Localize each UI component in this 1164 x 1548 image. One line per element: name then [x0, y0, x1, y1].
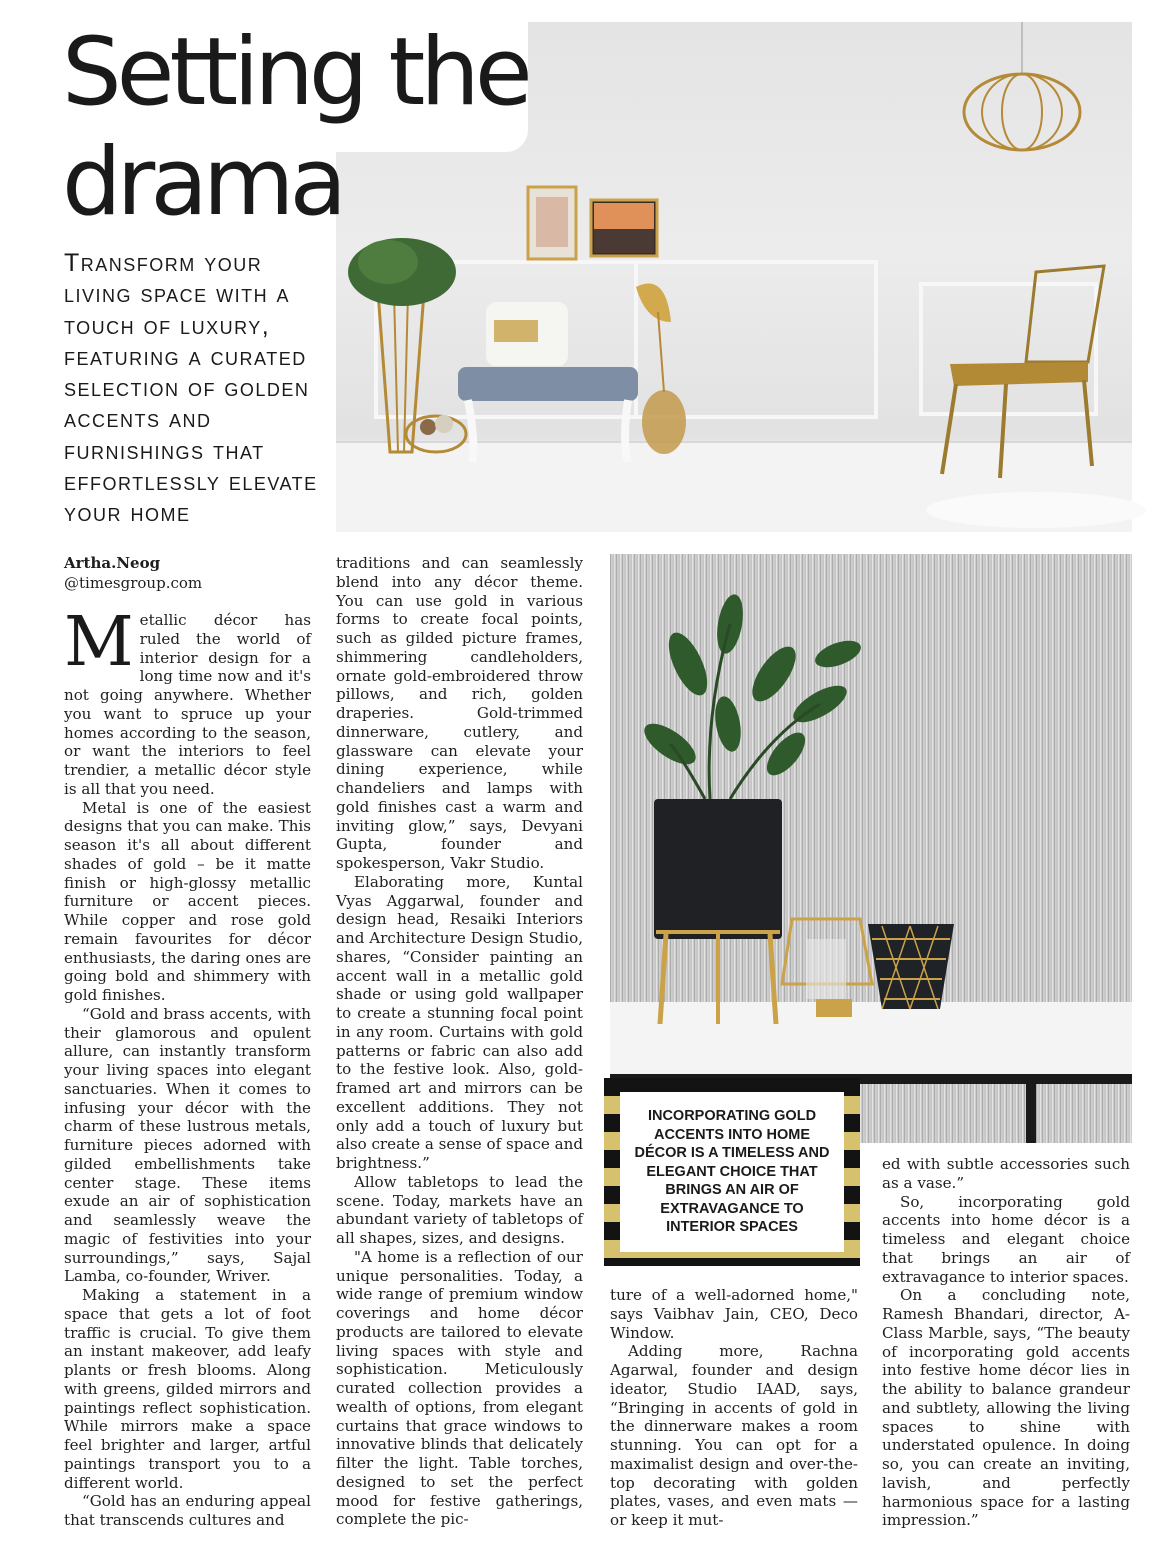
pull-quote-box [604, 1078, 860, 1266]
paragraph: Making a statement in a space that gets a lot of foot traffic is crucial. To give them an instant makeover, add leafy plants or fresh blooms. Along with greens, gilded mirrors and paintings reflect sophistication. While mirrors make a space feel brighter and larger, artful paintings transport you to a different world. [64, 1286, 311, 1492]
article-column-2 [336, 554, 583, 1529]
paragraph: “Gold and brass accents, with their glamorous and opulent allure, can instantly transform your living spaces into elegant sanctuaries. When it comes to infusing your décor with the charm of these lustrous metals, furniture pieces adorned with gilded embellishments take center stage. These items exude an air of sophistication and seamlessly weave the magic of festivities into your surroundings,” says, Sajal Lamba, co-founder, Wriver. [64, 1004, 311, 1286]
paragraph: Metal is one of the easiest designs that you can make. This season it's all about different shades of gold – be it matte finish or high-glossy metallic furniture or accent pieces. While copper and rose gold remain favourites for décor enthusiasts, the daring ones are going bold and shimmery with gold finishes. [64, 798, 311, 1004]
paragraph: Allow tabletops to lead the scene. Today, markets have an abundant variety of tabletops of all shapes, sizes, and designs. [336, 1172, 583, 1247]
article-column-1 [64, 603, 311, 1529]
paragraph: ture of a well-adorned home," says Vaibhav Jain, CEO, Deco Window. [610, 1286, 858, 1342]
paragraph: On a concluding note, Ramesh Bhandari, director, A-Class Marble, says, “The beauty of incorporating gold accents into festive home décor lies in the ability to balance grandeur and subtlety, allowing the living spaces to shine with understated opulence. In doing so, you can create an inviting, lavish, and perfectly harmonious space for a lasting impression.” [882, 1286, 1130, 1530]
byline-name: Artha.Neog [64, 554, 161, 572]
paragraph: "A home is a reflection of our unique personalities. Today, a wide range of premium window coverings and home décor products are tailored to elevate living spaces with style and sophistication. Meticulously curated collection provides a wealth of options, from elegant curtains that grace windows to innovative blinds that delicately filter the light. Table torches, designed to set the perfect mood for festive gatherings, complete the pic- [336, 1247, 583, 1529]
article-column-3 [610, 1286, 858, 1529]
pull-quote-text: INCORPORATING GOLD ACCENTS INTO HOME DÉCOR IS A TIMELESS AND ELEGANT CHOICE THAT BRINGS AN AIR OF EXTRAVAGANCE TO INTERIOR SPACES [634, 1107, 830, 1236]
paragraph: traditions and can seamlessly blend into any décor theme. You can use gold in various forms to create focal points, such as gilded picture frames, shimmering candleholders, ornate gold-embroidered throw pillows, and rich, golden draperies. Gold-trimmed dinnerware, cutlery, and glassware can elevate your dining experience, while chandeliers and lamps with gold finishes cast a warm and inviting glow,” says, Devyani Gupta, founder and spokesperson, Vakr Studio. [336, 554, 583, 872]
paragraph: “Gold has an enduring appeal that transcends cultures and [64, 1492, 311, 1529]
paragraph: ed with subtle accessories such as a vase.” [882, 1155, 1130, 1192]
headline: Setting the drama [62, 18, 528, 237]
paragraph: Metallic décor has ruled the world of interior design for a long time now and it's not going anywhere. Whether you want to spruce up your homes according to the season, or want the interiors to feel trendier, a metallic décor style is all that you need. [64, 603, 311, 798]
paragraph: So, incorporating gold accents into home décor is a timeless and elegant choice that brings an air of extravagance to interior spaces. [882, 1192, 1130, 1286]
plant-photo [610, 554, 1132, 1143]
byline-email: @timesgroup.com [64, 574, 203, 592]
article-column-4 [882, 1155, 1130, 1530]
drop-cap: M [64, 603, 134, 682]
plant-illustration [610, 554, 1132, 1143]
paragraph: Adding more, Rachna Agarwal, founder and design ideator, Studio IAAD, says, “Bringing in accents of gold in the dinnerware makes a room stunning. You can opt for a maximalist design and over-the-top decorating with golden plates, vases, and even mats — or keep it mut- [610, 1342, 858, 1529]
pull-quote-inner [620, 1092, 844, 1252]
standfirst: Transform your living space with a touch of luxury, featuring a curated selection of golden accents and furnishings that effortlessly elevate your home [64, 249, 318, 528]
paragraph: Elaborating more, Kuntal Vyas Aggarwal, founder and design head, Resaiki Interiors and Architecture Design Studio, shares, “Consider painting an accent wall in a metallic gold shade or using gold wallpaper to create a stunning focal point in any room. Curtains with gold patterns or fabric can also add to the festive look. Also, gold-framed art and mirrors can be excellent additions. They not only add a touch of luxury but also create a sense of space and brightness.” [336, 872, 583, 1172]
